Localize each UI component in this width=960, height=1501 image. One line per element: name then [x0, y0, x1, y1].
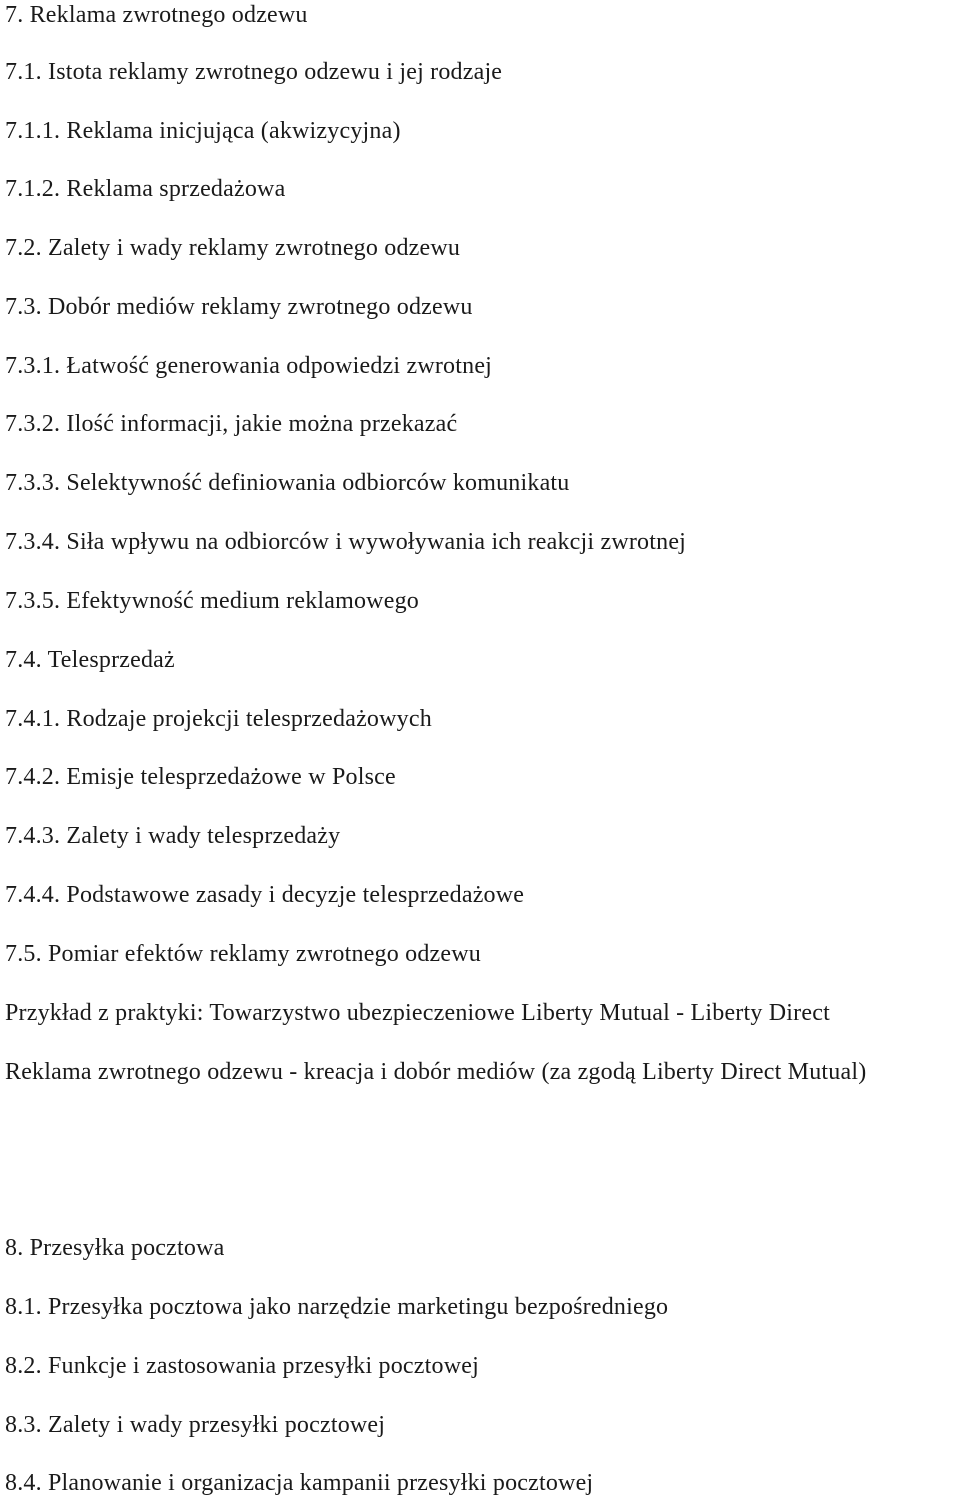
toc-entry-7-3-5: 7.3.5. Efektywność medium reklamowego: [5, 588, 419, 614]
toc-entry-8-1: 8.1. Przesyłka pocztowa jako narzędzie marketingu bezpośredniego: [5, 1294, 669, 1320]
toc-entry-7-3-4: 7.3.4. Siła wpływu na odbiorców i wywoływania ich reakcji zwrotnej: [5, 529, 687, 555]
toc-entry-7-4-3: 7.4.3. Zalety i wady telesprzedaży: [5, 823, 341, 849]
toc-entry-7-1-1: 7.1.1. Reklama inicjująca (akwizycyjna): [5, 118, 401, 144]
toc-entry-7-2: 7.2. Zalety i wady reklamy zwrotnego odzewu: [5, 235, 461, 261]
toc-entry-8: 8. Przesyłka pocztowa: [5, 1235, 225, 1261]
toc-entry-7-3-3: 7.3.3. Selektywność definiowania odbiorców komunikatu: [5, 470, 570, 496]
toc-entry-8-3: 8.3. Zalety i wady przesyłki pocztowej: [5, 1412, 386, 1438]
toc-entry-case-creative: Reklama zwrotnego odzewu - kreacja i dobór mediów (za zgodą Liberty Direct Mutual): [5, 1059, 867, 1085]
toc-entry-7-3-1: 7.3.1. Łatwość generowania odpowiedzi zwrotnej: [5, 353, 493, 379]
toc-entry-7-1: 7.1. Istota reklamy zwrotnego odzewu i jej rodzaje: [5, 59, 503, 85]
toc-entry-7-4-4: 7.4.4. Podstawowe zasady i decyzje telesprzedażowe: [5, 882, 525, 908]
toc-entry-7-5: 7.5. Pomiar efektów reklamy zwrotnego odzewu: [5, 941, 481, 967]
toc-entry-7: 7. Reklama zwrotnego odzewu: [5, 2, 308, 28]
toc-entry-case-study: Przykład z praktyki: Towarzystwo ubezpieczeniowe Liberty Mutual - Liberty Direct: [5, 1000, 830, 1026]
toc-entry-7-3-2: 7.3.2. Ilość informacji, jakie można przekazać: [5, 411, 458, 437]
toc-entry-7-4-1: 7.4.1. Rodzaje projekcji telesprzedażowych: [5, 706, 432, 732]
toc-entry-8-2: 8.2. Funkcje i zastosowania przesyłki pocztowej: [5, 1353, 479, 1379]
toc-entry-7-3: 7.3. Dobór mediów reklamy zwrotnego odzewu: [5, 294, 473, 320]
toc-entry-8-4: 8.4. Planowanie i organizacja kampanii przesyłki pocztowej: [5, 1470, 594, 1496]
toc-entry-7-4-2: 7.4.2. Emisje telesprzedażowe w Polsce: [5, 764, 396, 790]
toc-entry-7-1-2: 7.1.2. Reklama sprzedażowa: [5, 176, 286, 202]
toc-entry-7-4: 7.4. Telesprzedaż: [5, 647, 175, 673]
